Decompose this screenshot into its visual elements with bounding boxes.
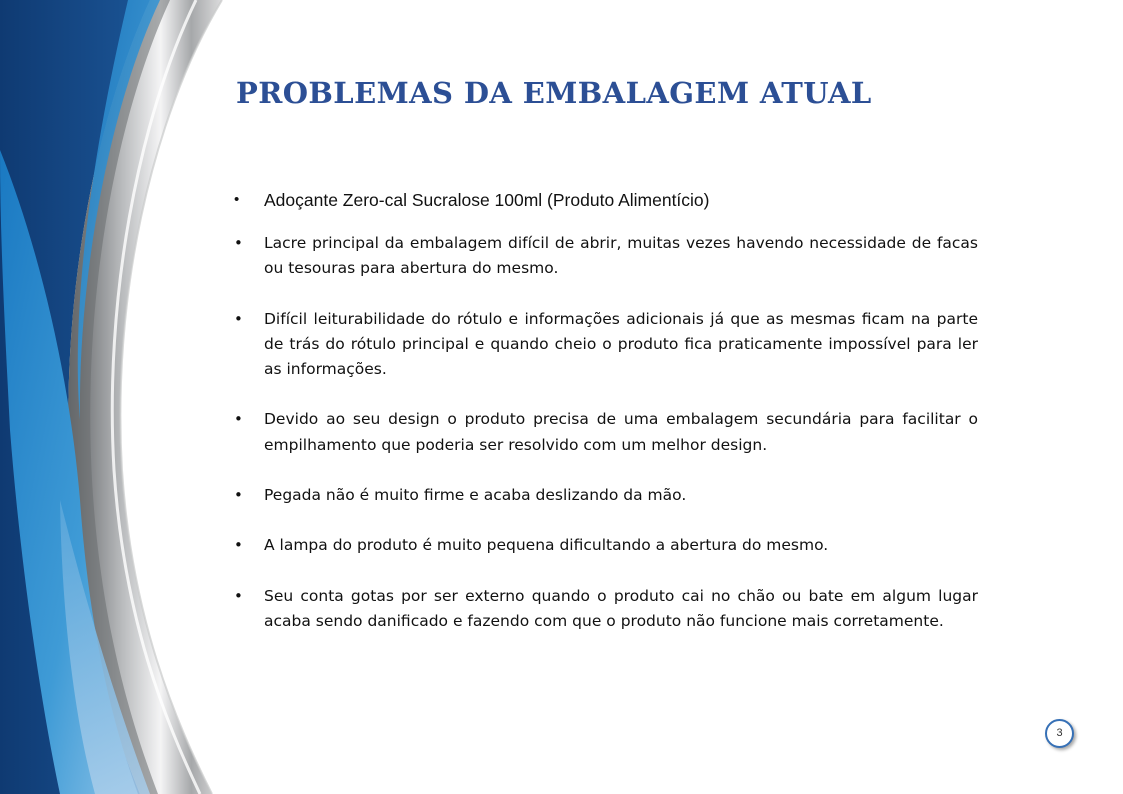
problem-text: A lampa do produto é muito pequena dificultando a abertura do mesmo. [264,536,829,555]
problem-item [232,407,978,458]
bullet-icon: • [234,234,243,252]
slide-title: PROBLEMAS DA EMBALAGEM ATUAL [236,76,872,110]
product-bullet [232,185,978,215]
problem-item [232,483,978,508]
bullet-icon: • [234,586,243,605]
problem-text: Difícil leiturabilidade do rótulo e informações adicionais já que as mesmas ficam na parte de trás do rótulo principal e quando cheio o produto fica praticamente impossível para ler as informações. [264,309,978,379]
problem-item [232,231,978,282]
problem-item [232,307,978,383]
product-name: Adoçante Zero-cal Sucralose 100ml (Produto Alimentício) [264,190,710,210]
problem-text: Pegada não é muito firme e acaba deslizando da mão. [264,486,687,505]
problem-text: Seu conta gotas por ser externo quando o produto cai no chão ou bate em algum lugar acaba sendo danificado e fazendo com que o produto não funcione mais corretamente. [264,586,978,630]
page-number-badge: 3 [1045,719,1074,748]
bullet-icon: • [234,309,243,328]
problem-list [232,185,978,634]
bullet-icon: • [234,191,240,208]
problem-item [232,584,978,635]
bullet-icon: • [234,486,243,505]
bullet-icon: • [234,410,243,429]
problem-text: Devido ao seu design o produto precisa de uma embalagem secundária para facilitar o empilhamento que poderia ser resolvido com um melhor design. [264,410,978,454]
bullet-icon: • [234,536,243,555]
problem-item [232,533,978,558]
problem-text: Lacre principal da embalagem difícil de abrir, muitas vezes havendo necessidade de facas ou tesouras para abertura do mesmo. [264,234,978,278]
